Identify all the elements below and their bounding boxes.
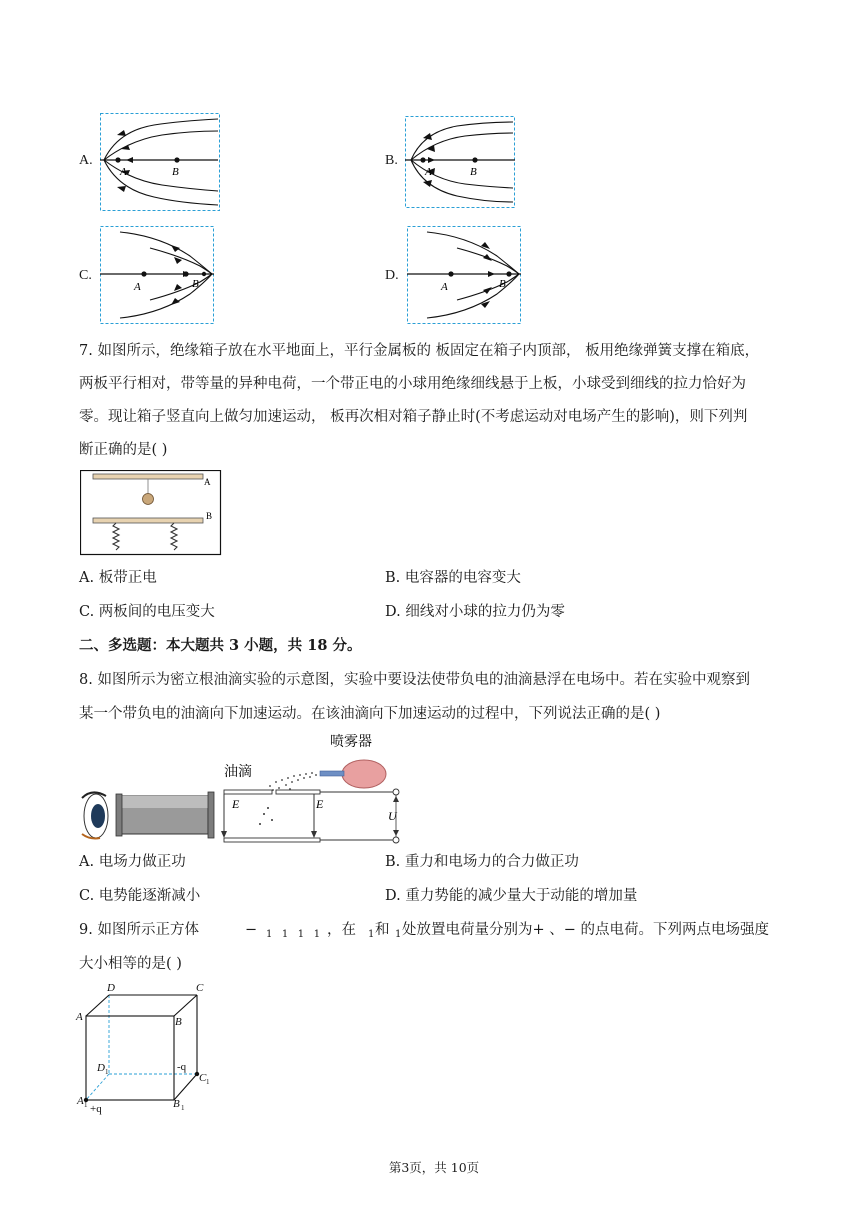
q6-d-point-a: A (441, 281, 448, 293)
q8-stem-line-2: 某一个带负电的油滴向下加速运动。在该油滴向下加速运动的过程中，下列说法正确的是( ) (79, 706, 661, 722)
q9-stem-sub-1: 1 (368, 929, 375, 940)
q6-option-a-label[interactable]: A. (79, 153, 93, 168)
q6-figure-b (405, 116, 517, 210)
q8-fig-u-label: U (388, 809, 397, 823)
q9-cube-label-a: A (76, 1011, 83, 1023)
section-multiple-choice-heading: 二、多选题：本大题共 3 小题，共 18 分。 (79, 637, 362, 654)
q9-cube-minus-q: -q (177, 1061, 187, 1073)
q8-option-c[interactable]: C. 电势能逐渐减小 (79, 888, 201, 904)
q7-fig-label-b: B (206, 511, 213, 521)
q9-stem-part-1: 9. 如图所示正方体 (79, 922, 199, 938)
q6-option-c-label[interactable]: C. (79, 268, 92, 283)
q9-stem-part-3: 和 (375, 922, 390, 938)
q9-cube-label-c1: C (199, 1072, 207, 1084)
q6-b-point-b: B (470, 166, 477, 178)
q9-cube-label-b: B (175, 1016, 182, 1028)
q6-option-d-label[interactable]: D. (385, 268, 399, 283)
q9-cube-label-a1: A (77, 1095, 84, 1107)
q7-option-c[interactable]: C. 两板间的电压变大 (79, 604, 215, 620)
q9-cube-label-b1: B (173, 1098, 180, 1110)
q6-figure-d (407, 226, 523, 326)
q9-cube-label-c: C (196, 982, 204, 994)
q9-stem-part-4: 处放置电荷量分别为+ 、− 的点电荷。下列两点电场强度 (402, 922, 770, 938)
q9-stem-part-2: ，在 (327, 922, 356, 938)
q7-stem-line-1: 7. 如图所示，绝缘箱子放在水平地面上，平行金属板的 板固定在箱子内顶部， 板用绝缘弹簧支撑在箱底， (79, 343, 760, 359)
q8-option-d[interactable]: D. 重力势能的减少量大于动能的增加量 (385, 888, 638, 904)
q6-figure-a (100, 113, 222, 213)
q7-option-a[interactable]: A. 板带正电 (79, 570, 157, 586)
q8-fig-e-label-right: E (316, 797, 324, 811)
q6-figure-c (100, 226, 216, 326)
page-footer: 第3页，共 10页 (388, 1160, 480, 1175)
q6-b-point-a: A (425, 166, 432, 178)
q7-fig-label-a: A (204, 477, 211, 487)
q9-cube-figure (74, 980, 214, 1115)
q7-option-b[interactable]: B. 电容器的电容变大 (385, 570, 521, 586)
q7-box-figure (80, 470, 222, 556)
q6-a-point-a: A (120, 166, 127, 178)
q6-c-point-a: A (134, 281, 141, 293)
q8-stem-line-1: 8. 如图所示为密立根油滴实验的示意图，实验中要设法使带负电的油滴悬浮在电场中。若在实验中观察到 (79, 672, 750, 688)
q6-d-point-b: B (499, 278, 506, 290)
q9-cube-plus-q: +q (90, 1103, 102, 1115)
q7-stem-line-3: 零。现让箱子竖直向上做匀加速运动， 板再次相对箱子静止时(不考虑运动对电场产生的影响)，则下列判 (79, 409, 748, 425)
q7-option-d[interactable]: D. 细线对小球的拉力仍为零 (385, 604, 565, 620)
q9-cube-sub-b1: 1 (181, 1104, 185, 1112)
q8-option-b[interactable]: B. 重力和电场力的合力做正功 (385, 854, 579, 870)
q7-stem-line-4: 断正确的是( ) (79, 442, 168, 458)
q8-fig-oil-label: 油滴 (224, 764, 252, 780)
q9-stem-dash: − (245, 922, 258, 938)
q9-cube-sub-c1: 1 (206, 1078, 210, 1086)
q8-fig-e-label-left: E (232, 797, 240, 811)
q6-option-b-label[interactable]: B. (385, 153, 398, 168)
q9-stem-sub-2: 1 (395, 929, 402, 940)
q9-stem-line-2: 大小相等的是( ) (79, 956, 182, 972)
q6-a-point-b: B (172, 166, 179, 178)
q8-option-a[interactable]: A. 电场力做正功 (79, 854, 186, 870)
q6-c-point-b: B (192, 278, 199, 290)
q9-cube-label-d: D (107, 982, 115, 994)
q9-cube-sub-d1: 1 (105, 1068, 109, 1076)
q8-fig-sprayer-label: 喷雾器 (330, 734, 372, 750)
q7-stem-line-2: 两板平行相对，带等量的异种电荷，一个带正电的小球用绝缘细线悬于上板，小球受到细线的拉力恰好为 (79, 376, 746, 392)
q9-cube-label-d1: D (97, 1062, 105, 1074)
q9-cube-sub-a1: 1 (84, 1101, 88, 1109)
q9-stem-subscripts: 1 1 1 1 (266, 929, 321, 940)
q8-millikan-figure (74, 728, 410, 850)
